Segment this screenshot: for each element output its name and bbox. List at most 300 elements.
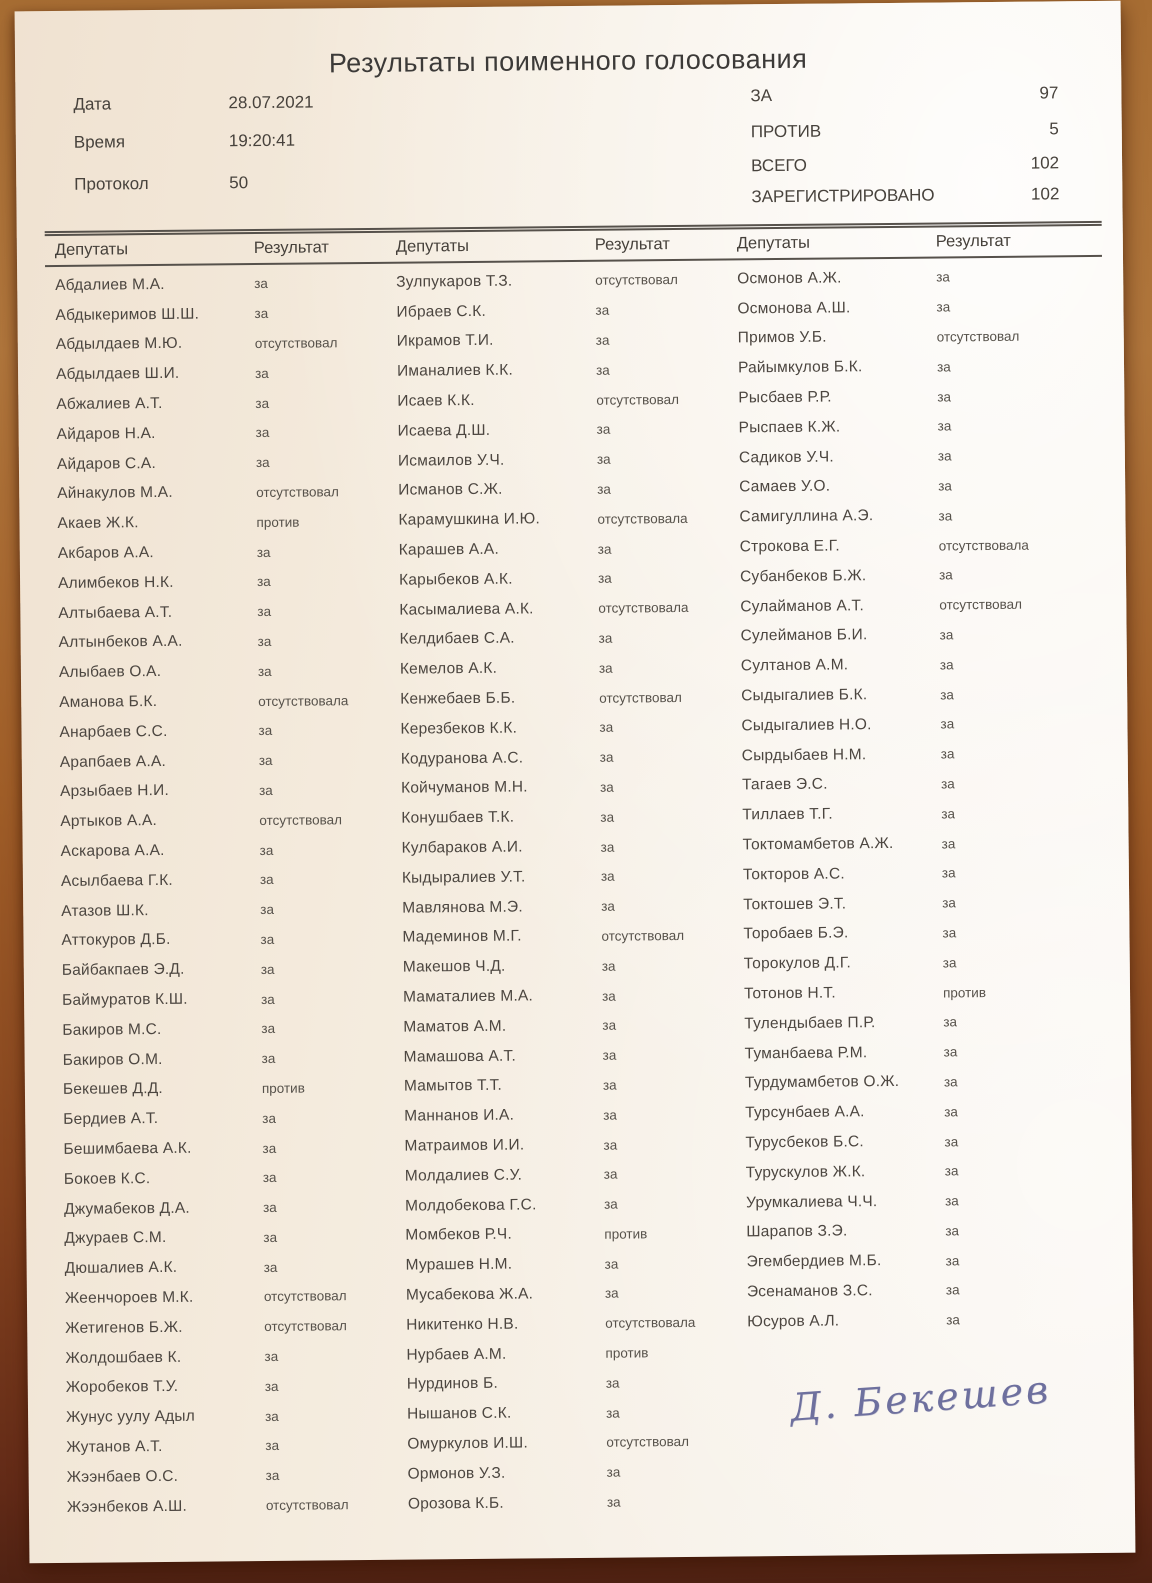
table-row [743,857,1074,890]
table-row [745,1066,1076,1099]
table-row [61,864,392,897]
table-row [407,1427,738,1460]
vote-result: отсутствовала [258,692,349,709]
vote-result: за [599,749,614,765]
table-column [45,268,398,1523]
deputy-name: Султанов А.М. [740,656,849,675]
table-row [742,738,1073,771]
deputy-name: Абдылдаев Ш.И. [55,365,180,384]
vote-result: за [603,1107,617,1123]
deputy-name: Жээнбаев О.С. [66,1467,179,1486]
table-row [60,774,391,807]
table-row [397,324,728,357]
table-row [61,834,392,867]
page-title: Результаты поименного голосования [328,43,808,79]
table-row [400,652,731,685]
table-row [67,1460,398,1493]
deputy-name: Сырдыбаев Н.М. [741,745,867,765]
vote-result: отсутствовал [256,484,339,501]
table-row [745,1096,1076,1129]
deputy-name: Молдалиев С.У. [404,1166,523,1185]
deputy-name: Анарбаев С.С. [59,722,168,741]
deputy-name: Тагаев Э.С. [741,776,828,794]
vote-result: за [605,1375,620,1391]
vote-result: за [596,451,611,467]
vote-result: отсутствовала [598,600,689,616]
table-row [401,771,732,804]
deputy-name: Абжалиев А.Т. [56,395,163,414]
deputy-name: Атазов Ш.К. [61,901,149,920]
deputy-name: Акаев Ж.К. [57,514,139,533]
deputy-name: Маматалиев М.А. [402,987,534,1006]
vote-result: за [942,955,957,971]
vote-result: за [261,1050,276,1067]
deputy-name: Карыбеков А.К. [398,570,513,589]
deputy-name: Акбаров А.А. [57,544,154,563]
vote-result: за [254,365,269,381]
table-row [57,447,388,480]
vote-result: за [595,332,610,348]
deputy-name: Токторов А.С. [742,865,845,884]
table-row [66,1400,397,1433]
deputy-name: Осмонова А.Ш. [737,299,851,318]
table-row [55,298,386,331]
table-row [404,1069,735,1102]
vote-result: отсутствовал [936,328,1020,345]
deputy-name: Жутанов А.Т. [66,1437,163,1456]
registered-label: ЗАРЕГИСТРИРОВАНО [751,185,935,207]
vote-result: за [937,388,952,405]
table-row [66,1430,397,1463]
table-row [740,529,1071,562]
table-row [746,1215,1077,1248]
table-row [56,327,387,360]
against-label: ПРОТИВ [750,121,822,142]
vote-result: за [605,1405,620,1421]
table-row [746,1244,1077,1277]
deputy-name: Конушбаев Т.К. [401,808,515,827]
vote-result: за [943,1074,958,1090]
vote-result: за [258,782,273,798]
deputy-name: Тиллаев Т.Г. [742,805,833,824]
vote-result: за [599,719,614,736]
table-row [745,1125,1076,1158]
deputy-name: Жоробеков Т.У. [65,1378,179,1397]
vote-result: за [263,1259,278,1275]
vote-result: за [254,276,268,292]
vote-result: за [942,895,956,911]
table-row [402,920,733,953]
vote-result: за [603,1137,618,1153]
table-row [64,1162,395,1195]
table-row [746,1185,1077,1218]
deputy-name: Бокоев К.С. [63,1169,151,1188]
vote-result: за [941,806,956,822]
vote-result: за [255,425,270,441]
vote-result: за [601,988,616,1004]
vote-result: отсутствовал [599,689,682,706]
deputy-name: Эгембердиев М.Б. [746,1252,882,1271]
table-header-group [727,226,1068,258]
vote-result: за [936,359,951,375]
table-row [405,1188,736,1221]
vote-result: за [264,1378,279,1394]
deputy-name: Райымкулов Б.К. [737,358,863,377]
deputy-name: Рысбаев Р.Р. [738,388,832,407]
time-label: Время [73,132,126,152]
table-row [59,685,390,718]
table-row [743,887,1074,920]
deputy-name: Исманов С.Ж. [398,481,503,500]
deputy-name: Жолдошбаев К. [65,1348,182,1367]
vote-result: за [603,1196,618,1212]
vote-result: за [597,570,612,587]
vote-result: за [943,1044,958,1060]
deputy-name: Мурашев Н.М. [405,1255,513,1274]
deputy-name: Мавлянова М.Э. [402,898,523,917]
table-row [397,413,728,446]
deputy-name: Абдылдаев М.Ю. [55,335,183,354]
table-row [396,294,727,327]
table-row [401,831,732,864]
vote-result: за [603,1166,618,1183]
table-row [407,1397,738,1430]
table-row [400,711,731,744]
vote-result: отсутствовал [263,1288,347,1305]
deputy-name: Жеенчороев М.К. [64,1288,194,1307]
deputy-name: Кодуранова А.С. [400,749,524,768]
summary-against-row [751,119,1059,142]
deputy-name: Карашев А.А. [398,540,500,559]
vote-result: отсутствовал [939,596,1023,613]
table-row [403,1009,734,1042]
deputy-name: Бешимбаева А.К. [63,1139,192,1158]
table-row [60,804,391,837]
deputy-name: Карамушкина И.Ю. [398,510,541,529]
total-value: 102 [1030,153,1060,173]
table-row [741,678,1072,711]
vote-result: за [258,753,273,769]
deputy-name: Рыспаев К.Ж. [738,418,841,437]
deputy-name: Мамашова А.Т. [403,1047,517,1066]
table-row [742,768,1073,801]
vote-result: за [944,1193,959,1209]
table-row [743,917,1074,950]
result-header: Результат [935,231,1011,251]
summary-for-row [750,83,1058,106]
table-row [740,559,1071,592]
vote-result: за [938,478,952,494]
vote-result: за [599,779,614,795]
deputy-name: Мусабекова Ж.А. [405,1285,534,1304]
table-row [737,261,1068,294]
vote-result: за [260,902,274,918]
vote-result: за [597,481,611,497]
summary-registered-row [751,184,1059,207]
vote-result: за [254,306,269,322]
table-row [741,649,1072,682]
registered-value: 102 [1030,184,1060,204]
vote-result: за [598,660,613,676]
table-row [406,1337,737,1370]
table-row [398,473,729,506]
deputy-name: Мамытов Т.Т. [403,1077,503,1096]
table-row [404,1099,735,1132]
vote-result: за [602,1047,617,1063]
table-row [56,387,387,420]
deputy-name: Нышанов С.К. [406,1404,512,1423]
vote-result: за [260,931,275,947]
deputy-name: Алтынбеков А.А. [58,633,183,652]
vote-result: за [597,541,612,557]
table-row [407,1456,738,1489]
deputy-name: Сыдыгалиев Б.К. [741,686,868,705]
vote-result: за [939,657,954,673]
deputy-name: Джураев С.М. [64,1229,167,1248]
deputy-name: Абдалиев М.А. [55,275,165,294]
deputy-name: Аскарова А.А. [60,841,165,860]
vote-result: за [943,1014,958,1030]
table-row [59,715,390,748]
deputy-name: Исмаилов У.Ч. [397,451,505,470]
deputy-name: Самаев У.О. [739,478,831,496]
deputy-name: Турусбеков Б.С. [745,1133,864,1152]
vote-result: за [262,1170,277,1186]
deputy-name: Кенжебаев Б.Б. [400,689,516,708]
deputies-header: Депутаты [736,233,811,253]
vote-result: за [259,842,274,858]
deputy-name: Мадеминов М.Г. [402,927,522,947]
vote-result: за [265,1468,280,1484]
deputies-header: Депутаты [395,236,470,256]
vote-result: за [600,809,615,825]
vote-result: против [261,1080,305,1096]
table-row [58,536,389,569]
deputy-name: Маннанов И.А. [404,1106,515,1125]
vote-result: за [940,686,954,703]
table-row [747,1304,1078,1337]
deputy-name: Момбеков Р.Ч. [405,1226,513,1245]
deputy-name: Эсенаманов З.С. [746,1282,873,1301]
deputy-name: Икрамов Т.И. [396,332,494,351]
deputy-name: Сулайманов А.Т. [740,596,865,616]
table-row [405,1248,736,1281]
table-row [739,440,1070,473]
vote-result: отсутствовал [259,811,343,828]
vote-result: за [941,865,956,881]
date-row [73,92,313,114]
deputy-name: Нурбаев А.М. [406,1345,507,1364]
deputy-name: Алыбаев О.А. [58,663,162,682]
table-row [747,1274,1078,1307]
table-row [742,798,1073,831]
vote-result: за [255,395,270,411]
vote-result: за [263,1229,278,1245]
vote-result: отсутствовал [601,927,685,944]
time-value: 19:20:41 [228,130,296,151]
table-row [65,1281,396,1314]
result-header: Результат [253,238,329,258]
vote-result: за [600,868,615,885]
deputy-name: Матраимов И.И. [404,1136,525,1155]
deputy-name: Дюшалиев А.К. [64,1259,178,1278]
deputy-name: Нурдинов Б. [406,1375,498,1394]
deputy-name: Макешов Ч.Д. [402,957,506,976]
vote-result: за [257,604,272,620]
table-row [57,476,388,509]
deputy-name: Бакиров О.М. [62,1050,163,1069]
table-row [744,1006,1075,1039]
deputy-name: Айдаров Н.А. [56,424,156,443]
deputy-name: Кыдыралиев У.Т. [401,868,526,887]
table-row [58,566,389,599]
table-row [399,622,730,655]
vote-result: за [256,544,271,560]
deputy-name: Зулпукаров Т.З. [396,272,513,291]
table-row [738,380,1069,413]
deputy-name: Арапбаев А.А. [59,752,167,771]
deputy-name: Орозова К.Б. [407,1494,504,1513]
table-row [56,357,387,390]
time-row [74,131,295,153]
table-row [744,947,1075,980]
vote-result: отсутствовал [265,1497,349,1514]
deputy-name: Аттокуров Д.Б. [61,931,171,950]
vote-result: отсутствовал [595,272,678,289]
for-value: 97 [1039,83,1059,103]
vote-result: за [944,1104,958,1120]
vote-result: против [605,1345,649,1361]
deputy-name: Ормонов У.З. [407,1464,506,1483]
deputy-name: Строкова Е.Г. [739,537,840,556]
table-column [386,265,739,1520]
vote-result: за [258,723,273,739]
vote-result: отсутствовал [606,1434,690,1451]
table-row [398,503,729,536]
vote-result: за [264,1348,279,1365]
for-label: ЗА [750,86,773,106]
vote-result: отсутствовала [605,1315,696,1332]
vote-result: за [942,925,957,941]
vote-result: за [600,839,615,855]
deputy-name: Иманалиев К.К. [396,361,514,380]
table-row [739,500,1070,533]
vote-result: за [265,1438,280,1454]
deputy-name: Жунус уулу Адыл [65,1407,196,1427]
total-label: ВСЕГО [751,155,808,176]
table-row [406,1307,737,1340]
deputy-name: Кулбараков А.И. [401,838,523,857]
vote-result: за [606,1494,621,1510]
deputy-name: Тотонов Н.Т. [743,984,836,1003]
summary-total-row [751,153,1059,176]
table-row [61,893,392,926]
vote-result: за [595,302,610,318]
vote-result: за [606,1464,621,1480]
table-row [740,619,1071,652]
vote-result: за [262,1110,276,1126]
table-row [397,354,728,387]
table-row [407,1367,738,1400]
vote-result: за [604,1256,619,1272]
vote-result: за [596,422,611,438]
vote-result: за [262,1199,277,1216]
signature: Д. Бекешев [788,1367,1053,1430]
deputy-name: Бакиров М.С. [62,1020,162,1039]
vote-result: за [261,1021,276,1037]
vote-result: за [601,898,615,914]
deputy-name: Жээнбеков А.Ш. [66,1497,188,1516]
deputy-name: Кемелов А.К. [399,659,498,678]
table-row [62,1013,393,1046]
vote-result: за [941,835,956,852]
table-row [62,953,393,986]
table-row [403,1039,734,1072]
vote-result: отсутствовал [596,391,680,408]
date-label: Дата [73,94,112,114]
vote-result: отсутствовал [264,1318,347,1335]
deputy-name: Осмонов А.Ж. [737,269,842,288]
protocol-label: Протокол [74,174,149,194]
table-row [744,1036,1075,1069]
vote-result: за [938,567,953,583]
deputy-name: Баймуратов К.Ш. [61,990,188,1009]
table-row [738,351,1069,384]
vote-result: за [595,362,610,378]
table-row [746,1155,1077,1188]
table-row [400,682,731,715]
table-row [58,596,389,629]
table-column [727,261,1078,1337]
table-row [739,470,1070,503]
deputy-name: Алимбеков Н.К. [57,573,174,592]
document-page [15,1,1136,1564]
deputy-name: Токтомамбетов А.Ж. [742,834,894,854]
table-row [59,655,390,688]
deputy-name: Турускулов Ж.К. [745,1163,866,1182]
deputy-name: Молдобекова Г.С. [404,1195,537,1215]
vote-result: за [940,716,955,732]
deputy-name: Алтыбаева А.Т. [58,603,173,622]
table-row [405,1218,736,1251]
result-header: Результат [594,235,670,254]
vote-result: отсутствовал [254,335,338,352]
table-row [401,801,732,834]
vote-result: за [940,776,955,792]
deputy-name: Ибраев С.К. [396,302,487,321]
table-row [742,827,1073,860]
vote-result: за [945,1253,960,1269]
vote-result: за [598,630,613,646]
table-row [401,741,732,774]
deputy-name: Сулейманов Б.И. [740,626,868,645]
table-row [57,417,388,450]
table-row [60,745,391,778]
deputy-name: Келдибаев С.А. [399,630,515,649]
deputy-name: Примов У.Б. [737,329,827,347]
voting-table [45,221,1114,1523]
table-row [63,1042,394,1075]
table-row [63,1132,394,1165]
vote-result: за [255,455,270,471]
vote-result: за [260,991,275,1007]
table-body [45,257,1114,1523]
table-row [408,1486,739,1519]
deputy-name: Джумабеков Д.А. [63,1199,190,1218]
deputy-name: Исаев К.К. [397,392,475,410]
deputy-name: Урумкалиева Ч.Ч. [745,1192,878,1211]
deputy-name: Жетигенов Б.Ж. [65,1318,183,1337]
